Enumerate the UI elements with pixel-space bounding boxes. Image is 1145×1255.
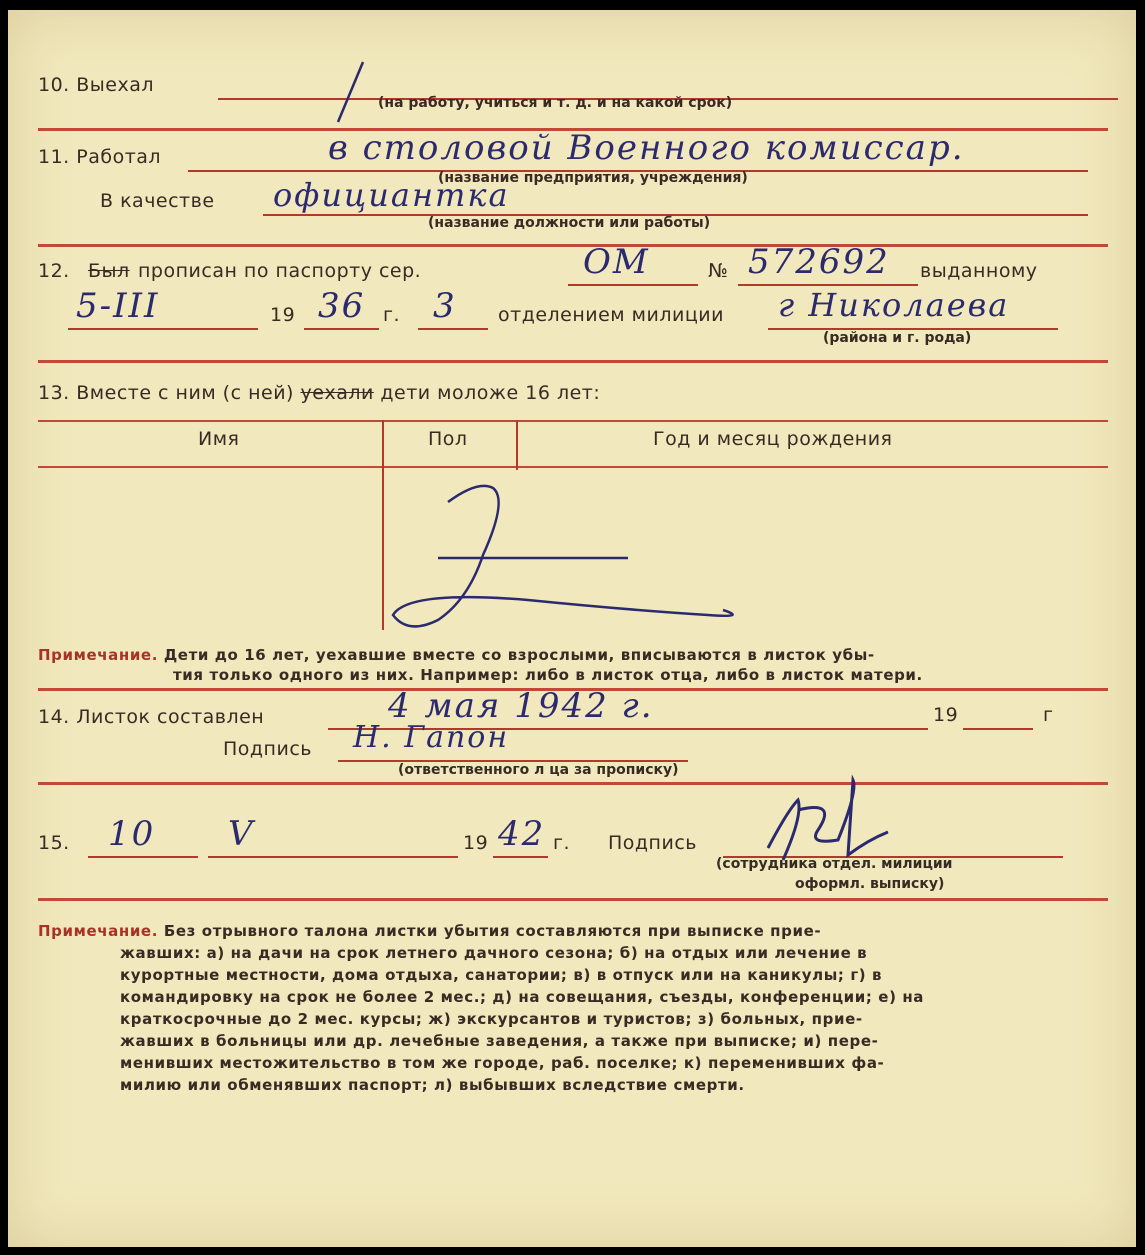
document-page [8,10,1136,1247]
signature-14-value: Н. Гапон [353,720,510,755]
passport-number-label: № [708,260,729,282]
police-city: г Николаева [778,286,1010,324]
section-10-caption: (на работу, учиться и т. д. и на какой срок) [378,95,733,111]
issued-label: выданному [920,260,1038,282]
role-value: официантка [273,176,510,214]
note-2-text-1: Без отрывного талона листки убытия составляются при выписке прие- [163,922,822,940]
year-suffix: г. [383,304,401,326]
section-10-label: 10. Выехал [38,74,155,96]
section-12-struck: Был [88,260,130,282]
role-label: В качестве [100,190,215,212]
no-children-z-mark [393,486,733,627]
note-1-text-2: тия только одного из них. Например: либо в листок отца, либо в листок матери. [173,666,923,684]
handwriting-strokes [8,10,1136,1247]
work-place-value: в столовой Военного комиссар. [328,128,965,168]
section-14-label: 14. Листок составлен [38,706,265,728]
note-2-line: жавших: а) на дачи на срок летнего дачного сезона; б) на отдых или лечение в [120,944,868,962]
issue-date: 5-III [76,286,160,326]
col-sex-header: Пол [428,428,468,450]
section-12-label: прописан по паспорту сер. [138,260,422,282]
note-2-line: краткосрочные до 2 мес. курсы; ж) экскурсантов и туристов; з) больных, прие- [120,1010,863,1028]
year-prefix: 19 [270,304,296,326]
col-birth-header: Год и месяц рождения [653,428,893,450]
work-place-caption: (название предприятия, учреждения) [438,170,748,186]
note-2-line: курортные местности, дома отдыха, санатории; в) в отпуск или на каникулы; г) в [120,966,883,984]
extract-month: V [228,814,255,854]
signature-15-caption-2: оформл. выписку) [795,876,945,892]
col-name-header: Имя [198,428,240,450]
police-dept-number: 3 [433,286,457,326]
section-12-number: 12. [38,260,70,282]
note-2-line: жавших в больницы или др. лечебные заведения, а также при выписке; и) пере- [120,1032,879,1050]
official-signature [768,780,888,860]
note-2-line: милию или обменявших паспорт; л) выбывших вследствие смерти. [120,1076,745,1094]
note-2-label: Примечание. [38,922,159,940]
signature-label-15: Подпись [608,832,697,854]
section-15-label: 15. [38,832,70,854]
note-2-line: менивших местожительство в том же городе, раб. поселке; к) переменивших фа- [120,1054,885,1072]
issue-year: 36 [318,286,366,326]
section-13-text-end: дети моложе 16 лет: [380,382,601,404]
note-1-label: Примечание. [38,646,159,664]
signature-label-14: Подпись [223,738,312,760]
police-dept-label: отделением милиции [498,304,724,326]
compiled-year-prefix: 19 [933,704,959,726]
compiled-date: 4 мая 1942 г. [388,686,654,726]
signature-14-caption: (ответственного л ца за прописку) [398,762,679,778]
extract-day: 10 [108,814,156,854]
city-caption: (района и г. рода) [823,330,972,346]
passport-series: ОМ [583,242,650,282]
compiled-year-suffix: г [1043,704,1054,726]
note-1-text-1: Дети до 16 лет, уехавшие вместе со взрослыми, вписываются в листок убы- [163,646,875,664]
note-2-line: командировку на срок не более 2 мес.; д) на совещания, съезды, конференции; е) на [120,988,925,1006]
extract-year-prefix: 19 [463,832,489,854]
section-11-label: 11. Работал [38,146,162,168]
section-13-text: 13. Вместе с ним (с ней) [38,382,294,404]
section-13-struck: уехали [300,382,374,404]
section-10-dash [338,62,363,122]
passport-number: 572692 [748,242,890,282]
extract-year-suffix: г. [553,832,571,854]
role-caption: (название должности или работы) [428,215,711,231]
extract-year: 42 [498,814,546,854]
signature-15-caption-1: (сотрудника отдел. милиции [716,856,953,872]
